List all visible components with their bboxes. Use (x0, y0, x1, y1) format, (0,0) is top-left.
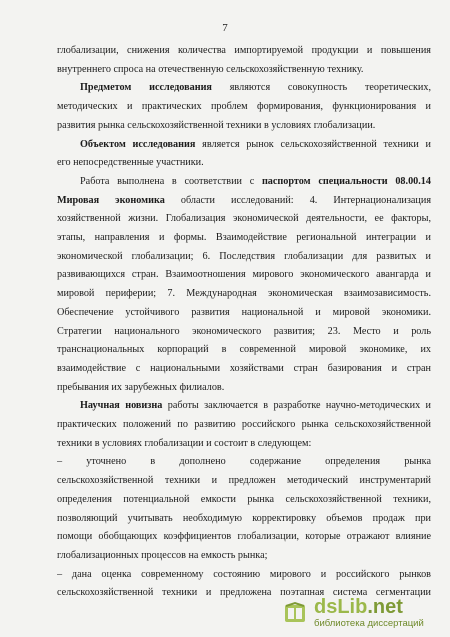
text-line (57, 512, 431, 526)
text-line (57, 437, 431, 451)
text-line (57, 493, 431, 507)
text-line (57, 343, 431, 357)
text-line (57, 568, 431, 582)
text-span: методических и практических проблем формирования, функционирования и (57, 101, 431, 113)
page-number: 7 (222, 22, 228, 34)
text-span: Стратегии национального экономического развития; 23. Место и роль (57, 325, 431, 337)
text-span: Обеспечение устойчивого развития национальной и мировой экономики. (57, 306, 431, 318)
text-line (80, 399, 431, 413)
text-span: являются совокупность теоретических, (211, 82, 431, 94)
text-line (57, 381, 431, 395)
bold-term: Объектом исследования (80, 138, 196, 150)
text-span: определения потенциальной емкости рынка сельскохозяйственной техники, (57, 493, 431, 505)
text-line (57, 455, 431, 469)
text-line (57, 549, 431, 563)
bold-term: Научная новизна (80, 400, 163, 412)
text-span: пребывания их зарубежных филиалов. (57, 381, 225, 393)
text-span: сельскохозяйственной техники и предложена поэтапная система сегментации (57, 587, 431, 599)
text-line (57, 100, 431, 114)
watermark-subtitle: библиотека диссертаций (314, 618, 424, 630)
text-line (57, 268, 431, 282)
text-line (57, 418, 431, 432)
text-span: развития рынка сельскохозяйственной техники в условиях глобализации. (57, 119, 376, 131)
text-span: глобализационных процессов на емкость рынка; (57, 549, 268, 561)
text-span: – дана оценка современному состоянию мирового и российского рынков (57, 568, 431, 580)
text-line (57, 306, 431, 320)
book-icon (282, 600, 308, 626)
bold-term: паспортом специальности 08.00.14 (261, 175, 431, 187)
text-line (57, 156, 431, 170)
text-line (57, 250, 431, 264)
watermark-logo: dsLib.net (314, 596, 403, 619)
text-span: области исследований: 4. Интернационализация (164, 194, 431, 206)
text-line (80, 81, 431, 95)
text-span: взаимодействие с национальными хозяйствами стран базирования и стран (57, 362, 431, 374)
text-span: сельскохозяйственной техники и предложен методический инструментарий (57, 475, 431, 487)
dslib-watermark (282, 595, 442, 631)
text-span: его непосредственные участники. (57, 157, 204, 169)
text-line (57, 325, 431, 339)
text-line (57, 474, 431, 488)
text-span: Работа выполнена в соответствии с (80, 175, 262, 187)
text-span: внутреннего спроса на отечественную сельскохозяйственную технику. (57, 63, 364, 75)
text-span: техники в условиях глобализации и состоит в следующем: (57, 437, 312, 449)
text-span: является рынок сельскохозяйственной техники и (195, 138, 431, 150)
text-span: развивающихся стран. Взаимоотношения мирового экономического авангарда и (57, 269, 431, 281)
text-span: работы заключается в разработке научно-методических и (162, 400, 431, 412)
text-span: экономической глобализации; 6. Последствия глобализации для развитых и (57, 250, 431, 262)
text-span: позволяющий учитывать необходимую корректировку объемов продаж при (57, 512, 431, 524)
text-span: – уточнено в дополнено содержание определения рынка (57, 456, 431, 468)
text-span: транснациональных корпораций в современной мировой экономике, их (57, 344, 431, 356)
text-line (57, 362, 431, 376)
text-line (57, 530, 431, 544)
text-span: практических положений по развитию российского рынка сельскохозяйственной (57, 419, 431, 430)
text-span: мировой периферии; 7. Международная экономическая взаимозависимость. (57, 288, 431, 300)
bold-term: Предметом исследования (80, 82, 212, 94)
bold-term: Мировая экономика (57, 194, 165, 206)
text-line (57, 63, 431, 77)
text-line (57, 287, 431, 301)
text-line (80, 138, 431, 152)
text-line (57, 119, 431, 133)
text-line (57, 231, 431, 245)
text-span: помощи обобщающих коэффициентов глобализации, которые отражают влияние (57, 531, 431, 543)
text-line (57, 194, 431, 208)
text-line (80, 175, 431, 189)
text-span: хозяйственной жизни. Глобализация экономической деятельности, ее факторы, (57, 213, 431, 225)
text-span: глобализации, снижения количества импортируемой продукции и повышения (57, 45, 431, 56)
text-line (57, 212, 431, 226)
text-span: этапы, направления и формы. Взаимодействие региональной интеграции и (57, 232, 431, 243)
text-line (57, 44, 431, 58)
